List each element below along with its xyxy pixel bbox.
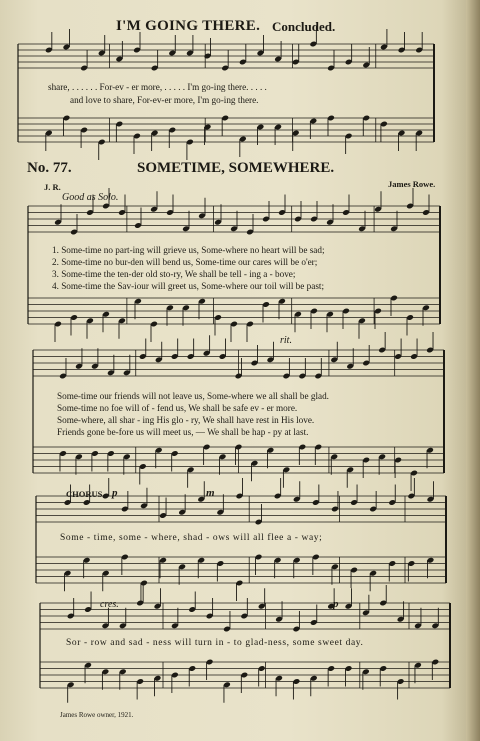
dynamic-p-2: p (333, 598, 339, 610)
verse-2-line-b: Some-time no foe will of - fend us, We shall be safe ev - er more. (57, 403, 298, 413)
verse-4-line-b: Friends gone be-fore us will meet us, — We shall be hap - py at last. (57, 427, 309, 437)
verse-1-line-b: Some-time our friends will not leave us, Some-where we all shall be glad. (57, 391, 329, 401)
hymn-number: No. 77. (27, 160, 72, 176)
verse-4-line-a: 4. Some-time the Sav-iour will greet us, Some-where our toil will be past; (52, 281, 325, 291)
top-lyric-line-1: share, . . . . . . For-ev - er more, . . . . . I'm go-ing there. . . . . (48, 82, 267, 92)
chorus-label: CHORUS. (66, 489, 105, 499)
verse-3-line-a: 3. Some-time the ten-der old sto-ry, We shall be tell - ing a - bove; (52, 269, 296, 279)
staff (36, 496, 446, 522)
words-credit: James Rowe. (388, 179, 436, 189)
concluded-label: Concluded. (272, 19, 336, 34)
staff (36, 557, 446, 583)
dynamic-m: m (206, 487, 215, 499)
dynamic-p: p (112, 487, 118, 499)
verse-2-line-a: 2. Some-time no bur-den will bend us, Some-time our cares will be o'er; (52, 257, 318, 267)
verse-3-line-b: Some-where, all shar - ing His glo - ry, We shall have rest in His love. (57, 415, 315, 425)
chorus-lyric-line-2: Sor - row and sad - ness will turn in - to glad-ness, some sweet day. (66, 638, 364, 648)
music-credit: J. R. (44, 182, 61, 192)
hymn-title: SOMETIME, SOMEWHERE. (137, 160, 335, 176)
verse-1-line-a: 1. Some-time no part-ing will grieve us, Some-where no heart will be sad; (52, 245, 325, 255)
copyright-notice: James Rowe owner, 1921. (60, 711, 134, 719)
top-lyric-line-2: and love to share, For-ev-er more, I'm go-ing there. (70, 95, 259, 105)
chorus-lyric-line-1: Some - time, some - where, shad - ows will all flee a - way; (60, 533, 323, 543)
tempo-marking: Good as Solo. (62, 192, 119, 203)
staff (18, 44, 434, 68)
rit-marking: rit. (280, 335, 292, 346)
staff (18, 118, 434, 142)
dynamic-cres: cres. (100, 599, 119, 610)
title-im-going-there: I'M GOING THERE. (116, 18, 261, 34)
